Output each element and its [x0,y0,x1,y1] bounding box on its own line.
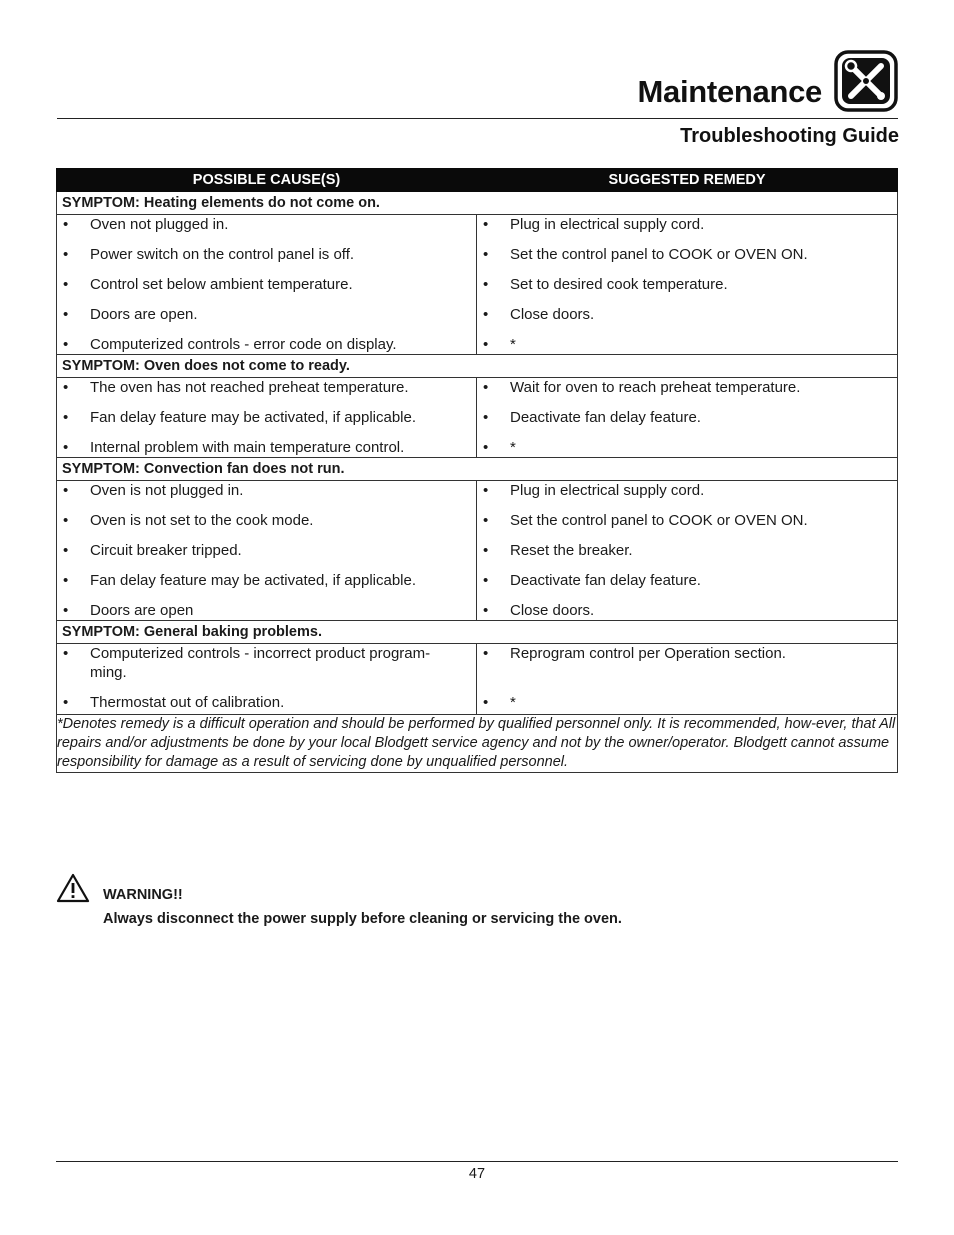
cause-item: • Doors are open. [63,306,198,323]
symptom-details-row [57,481,898,621]
column-header-remedy: SUGGESTED REMEDY [477,169,898,192]
cause-item: • Computerized controls - error code on display. [63,336,397,353]
remedy-item: • Set to desired cook temperature. [483,276,728,293]
troubleshooting-table [56,168,898,773]
symptom-row [57,355,898,378]
cause-item: • Fan delay feature may be activated, if applicable. [63,409,417,426]
remedy-item: • * [483,336,516,353]
remedy-item: • Close doors. [483,602,595,619]
causes-cell [57,644,477,715]
symptom-details-row [57,215,898,355]
column-header-causes: POSSIBLE CAUSE(S) [57,169,477,192]
causes-cell [57,215,477,355]
causes-cell [57,378,477,458]
cause-item: • Thermostat out of calibration. [63,694,285,711]
symptom-row [57,621,898,644]
remedy-item: • * [483,694,516,711]
remedy-item: • Reprogram control per Operation section. [483,645,786,662]
cause-item: • Fan delay feature may be activated, if applicable. [63,572,417,589]
disclaimer-note: *Denotes remedy is a difficult operation and should be performed by qualified personnel only. It is recommended, how-ever, that All repairs and/or adjustments be done by your local Blodgett service agency and not by the owner/operator. Blodgett cannot assume responsibility for damage as a result of servicing done by unqualified personnel. [57,715,898,773]
remedy-item: • Set the control panel to COOK or OVEN ON. [483,246,808,263]
warning-heading: WARNING!! [103,887,183,903]
remedy-item: • Deactivate fan delay feature. [483,572,701,589]
remedy-item: • Plug in electrical supply cord. [483,482,705,499]
cause-item: • Oven not plugged in. [63,216,229,233]
header-divider [57,118,898,119]
remedies-cell [477,644,898,715]
remedies-cell [477,215,898,355]
cause-item: • Doors are open [63,602,194,619]
cause-item: • Power switch on the control panel is off. [63,246,355,263]
remedy-item: • * [483,439,516,456]
note-row [57,715,898,773]
remedy-item: • Set the control panel to COOK or OVEN ON. [483,512,808,529]
page-number: 47 [468,1166,486,1182]
remedy-item: • Plug in electrical supply cord. [483,216,705,233]
causes-cell [57,481,477,621]
table-header-row [57,169,898,192]
footer-divider [56,1161,898,1162]
cause-item: • Oven is not plugged in. [63,482,244,499]
symptom-details-row [57,378,898,458]
section-title: Troubleshooting Guide [680,125,899,147]
remedy-item: • Deactivate fan delay feature. [483,409,701,426]
remedy-item: • Wait for oven to reach preheat temperature. [483,379,801,396]
cause-item: • Control set below ambient temperature. [63,276,353,293]
cause-item: • Internal problem with main temperature control. [63,439,405,456]
cause-item: • Circuit breaker tripped. [63,542,242,559]
symptom-details-row [57,644,898,715]
cause-item: • The oven has not reached preheat temperature. [63,379,409,396]
page-title: Maintenance [637,74,822,109]
remedies-cell [477,378,898,458]
symptom-row [57,192,898,215]
cause-item: • Computerized controls - incorrect product program-ming. [63,645,431,681]
warning-triangle-icon [56,873,90,903]
remedies-cell [477,481,898,621]
remedy-item: • Reset the breaker. [483,542,633,559]
cause-item: • Oven is not set to the cook mode. [63,512,314,529]
symptom-row [57,458,898,481]
tools-icon [834,50,898,112]
symptom-title: SYMPTOM: Heating elements do not come on. [57,192,898,215]
remedy-item: • Close doors. [483,306,595,323]
symptom-title: SYMPTOM: Convection fan does not run. [57,458,898,481]
symptom-title: SYMPTOM: Oven does not come to ready. [57,355,898,378]
warning-text: Always disconnect the power supply before cleaning or servicing the oven. [103,911,622,927]
symptom-title: SYMPTOM: General baking problems. [57,621,898,644]
